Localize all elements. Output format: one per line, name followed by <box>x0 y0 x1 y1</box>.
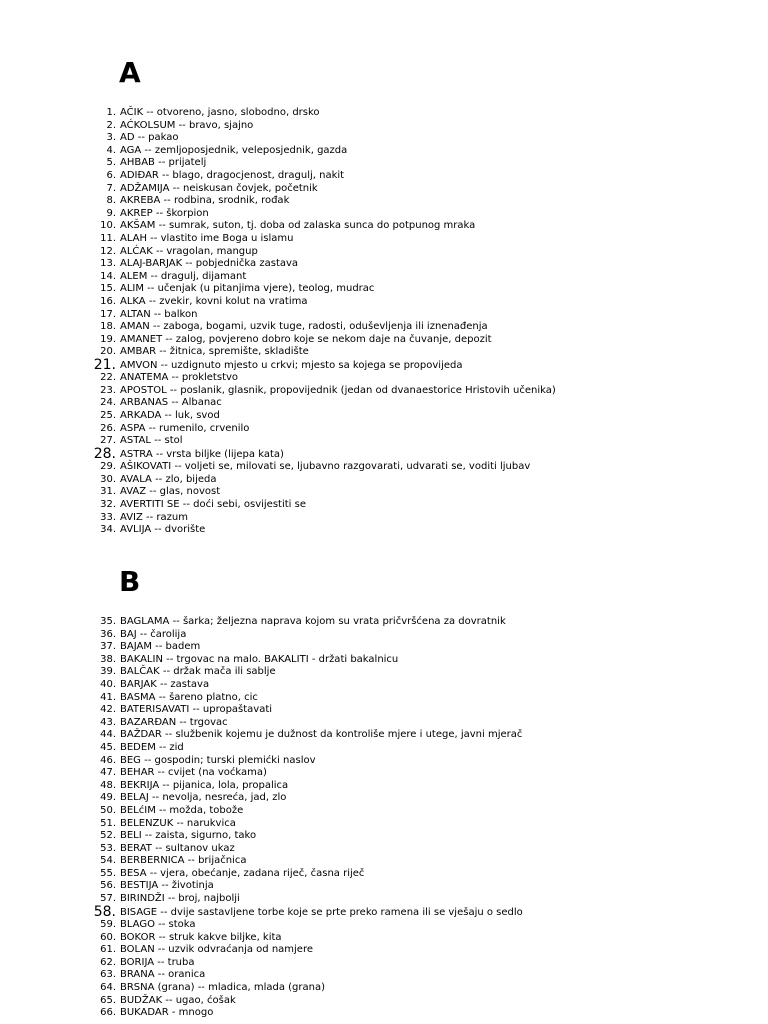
entry-text: AMANET -- zalog, povjereno dobro koje se nekom daje na čuvanje, depozit <box>120 333 492 345</box>
entry-number: 23. <box>100 384 116 396</box>
entry-text: AMVON -- uzdignuto mjesto u crkvi; mjesto sa kojega se propovijeda <box>120 359 463 371</box>
entry-text: ALEM -- dragulj, dijamant <box>120 270 247 282</box>
entry-text: BAJ -- čarolija <box>120 628 187 640</box>
entry-text: AČIK -- otvoreno, jasno, slobodno, drsko <box>120 107 320 118</box>
entry-number: 53. <box>100 842 116 854</box>
entry-text: BELćIM -- možda, tobože <box>120 804 244 816</box>
entry-text: BELENZUK -- narukvica <box>120 817 236 829</box>
entry-text: BRSNA (grana) -- mladica, mlada (grana) <box>120 982 325 994</box>
entry-number: 42. <box>100 704 116 716</box>
entry-number: 32. <box>100 499 116 510</box>
entry-number: 19. <box>100 333 116 345</box>
entry-text: BEDEM -- zid <box>120 741 184 753</box>
entry-number: 4. <box>106 144 116 156</box>
entry-number: 56. <box>100 880 116 892</box>
entry-text: AVALA -- zlo, bijeda <box>120 473 217 485</box>
entry-number: 51. <box>100 817 116 829</box>
entry-number: 21. <box>93 356 116 373</box>
entry-text: BIRINDŽI -- broj, najbolji <box>120 893 240 905</box>
entry-text: BELAJ -- nevolja, nesreća, jad, zlo <box>120 792 287 804</box>
entry-text: AVLIJA -- dvorište <box>120 524 206 536</box>
entry-number: 24. <box>100 397 116 409</box>
entry-text: BATERISAVATI -- upropaštavati <box>120 704 273 716</box>
entry-text: ADŽAMIJA -- neiskusan čovjek, početnik <box>120 182 318 194</box>
entry-text: AGA -- zemljoposjednik, veleposjednik, gazda <box>120 144 348 156</box>
entry-text: BERBERNICA -- brijačnica <box>120 855 247 867</box>
entry-number: 60. <box>100 931 116 943</box>
entry-text: ASPA -- rumenilo, crvenilo <box>120 422 250 434</box>
entry-text: BRANA -- oranica <box>120 969 206 981</box>
entry-number: 46. <box>100 754 116 766</box>
entry-number: 22. <box>100 372 116 384</box>
entry-text: AVIZ -- razum <box>120 511 188 523</box>
entry-number: 64. <box>100 982 116 994</box>
entry-text: ALTAN -- balkon <box>120 308 198 320</box>
entry-text: AĆKOLSUM -- bravo, sjajno <box>120 119 254 131</box>
entry-text: ANATEMA -- prokletstvo <box>120 372 239 384</box>
entry-number: 3. <box>106 132 116 144</box>
entry-number: 47. <box>100 767 116 779</box>
entry-text: BELI -- zaista, sigurno, tako <box>120 830 257 842</box>
entry-text: BUDŽAK -- ugao, ćošak <box>120 994 236 1006</box>
entry-text: BERAT -- sultanov ukaz <box>120 842 235 854</box>
entry-text: ARBANAS -- Albanac <box>120 397 222 409</box>
entry-text: BEG -- gospodin; turski plemićki naslov <box>120 754 316 766</box>
entry-text: AD -- pakao <box>120 132 179 144</box>
entry-text: BALČAK -- držak mača ili sablje <box>120 666 276 678</box>
entry-number: 34. <box>100 524 116 536</box>
entry-text: BARJAK -- zastava <box>120 678 210 690</box>
entry-text: ASTAL -- stol <box>120 435 183 447</box>
entry-text: AHBAB -- prijatelj <box>120 157 207 169</box>
entry-number: 25. <box>100 410 116 422</box>
entry-number: 38. <box>100 653 116 665</box>
entry-number: 2. <box>106 119 116 131</box>
entry-text: BISAGE -- dvije sastavljene torbe koje se prte preko ramena ili se vješaju o sedlo <box>120 906 523 918</box>
entry-text: BOKOR -- struk kakve biljke, kita <box>120 931 282 943</box>
entry-text: ALAH -- vlastito ime Boga u islamu <box>120 232 294 244</box>
entry-text: APOSTOL -- poslanik, glasnik, propovijednik (jedan od dvanaestorice Hristovih učenika) <box>120 384 556 396</box>
entry-number: 61. <box>100 944 116 956</box>
entry-text: BAZARĐAN -- trgovac <box>120 716 228 728</box>
entry-number: 55. <box>100 867 116 879</box>
entry-number: 48. <box>100 779 116 791</box>
entry-text: AKREBA -- rodbina, srodnik, rođak <box>120 195 290 207</box>
entry-number: 45. <box>100 741 116 753</box>
entry-text: ALKA -- zvekir, kovni kolut na vratima <box>120 295 308 307</box>
entry-number: 28. <box>93 445 116 462</box>
entry-number: 30. <box>100 473 116 485</box>
entry-text: BLAGO -- stoka <box>120 919 196 931</box>
entry-number: 1. <box>106 107 116 118</box>
entry-number: 15. <box>100 283 116 295</box>
entry-number: 54. <box>100 855 116 867</box>
entry-text: BORIJA -- truba <box>120 956 195 968</box>
entry-number: 18. <box>100 321 116 333</box>
entry-text: AKREP -- škorpion <box>120 207 209 219</box>
entry-number: 52. <box>100 830 116 842</box>
entry-number: 14. <box>100 270 116 282</box>
entry-number: 62. <box>100 956 116 968</box>
entry-text: BAŽDAR -- službenik kojemu je dužnost da kontroliše mjere i utege, javni mjerač <box>120 729 523 741</box>
entry-number: 27. <box>100 435 116 447</box>
entry-number: 37. <box>100 641 116 653</box>
entry-number: 16. <box>100 295 116 307</box>
entry-text: ASTRA -- vrsta biljke (lijepa kata) <box>120 448 284 460</box>
entry-number: 65. <box>100 994 116 1006</box>
entry-number: 49. <box>100 792 116 804</box>
entry-text: AVERTITI SE -- doći sebi, osvijestiti se <box>120 499 306 510</box>
entry-text: BEKRIJA -- pijanica, lola, propalica <box>120 779 289 791</box>
entry-text: BESTIJA -- životinja <box>120 880 214 892</box>
entry-text: ARKADA -- luk, svod <box>120 410 220 422</box>
entry-number: 7. <box>106 182 116 194</box>
entry-number: 50. <box>100 804 116 816</box>
entry-number: 29. <box>100 461 116 473</box>
entry-text: BASMA -- šareno platno, cic <box>120 691 258 703</box>
entry-text: AMAN -- zaboga, bogami, uzvik tuge, radosti, oduševljenja ili iznenađenja <box>120 321 488 333</box>
entry-text: ALAJ-BARJAK -- pobjednička zastava <box>120 258 299 270</box>
entry-number: 13. <box>100 258 116 270</box>
entry-number: 5. <box>106 157 116 169</box>
entry-number: 8. <box>106 195 116 207</box>
entry-number: 41. <box>100 691 116 703</box>
entry-text: AŠIKOVATI -- voljeti se, milovati se, ljubavno razgovarati, udvarati se, voditi ljubav <box>120 461 531 473</box>
entry-number: 63. <box>100 969 116 981</box>
entry-number: 44. <box>100 729 116 741</box>
entry-text: BUKADAR - mnogo <box>120 1007 214 1019</box>
entry-number: 9. <box>106 207 116 219</box>
entry-text: BAKALIN -- trgovac na malo. BAKALITI - držati bakalnicu <box>120 653 399 665</box>
entry-number: 12. <box>100 245 116 257</box>
section-letter-heading: A <box>119 56 141 89</box>
entry-text: BEHAR -- cvijet (na voćkama) <box>120 767 267 779</box>
entry-number: 39. <box>100 666 116 678</box>
section-letter-heading: B <box>119 565 141 598</box>
entry-text: AMBAR -- žitnica, spremište, skladište <box>120 346 309 358</box>
entry-text: BAJAM -- badem <box>120 641 201 653</box>
entry-text: BAGLAMA -- šarka; željezna naprava kojom su vrata pričvršćena za dovratnik <box>120 616 506 627</box>
entry-number: 40. <box>100 678 116 690</box>
entry-number: 26. <box>100 422 116 434</box>
entry-number: 33. <box>100 511 116 523</box>
entry-number: 59. <box>100 919 116 931</box>
entry-number: 57. <box>100 893 116 905</box>
entry-number: 11. <box>100 232 116 244</box>
entry-number: 58. <box>93 903 116 920</box>
entry-number: 43. <box>100 716 116 728</box>
entry-number: 36. <box>100 628 116 640</box>
entry-text: BESA -- vjera, obećanje, zadana riječ, časna riječ <box>120 867 365 879</box>
entry-text: ALĆAK -- vragolan, mangup <box>120 245 258 257</box>
entry-number: 6. <box>106 169 116 181</box>
entry-number: 31. <box>100 486 116 498</box>
entry-text: ALIM -- učenjak (u pitanjima vjere), teolog, mudrac <box>120 283 375 295</box>
entry-number: 66. <box>100 1007 116 1019</box>
entry-number: 20. <box>100 346 116 358</box>
entry-text: AKŠAM -- sumrak, suton, tj. doba od zalaska sunca do potpunog mraka <box>120 220 476 232</box>
entry-number: 17. <box>100 308 116 320</box>
entry-number: 35. <box>100 616 116 627</box>
entry-number: 10. <box>100 220 116 232</box>
entry-text: AVAZ -- glas, novost <box>120 486 221 498</box>
entry-text: ADIĐAR -- blago, dragocjenost, dragulj, nakit <box>120 169 345 181</box>
entry-text: BOLAN -- uzvik odvraćanja od namjere <box>120 944 314 956</box>
